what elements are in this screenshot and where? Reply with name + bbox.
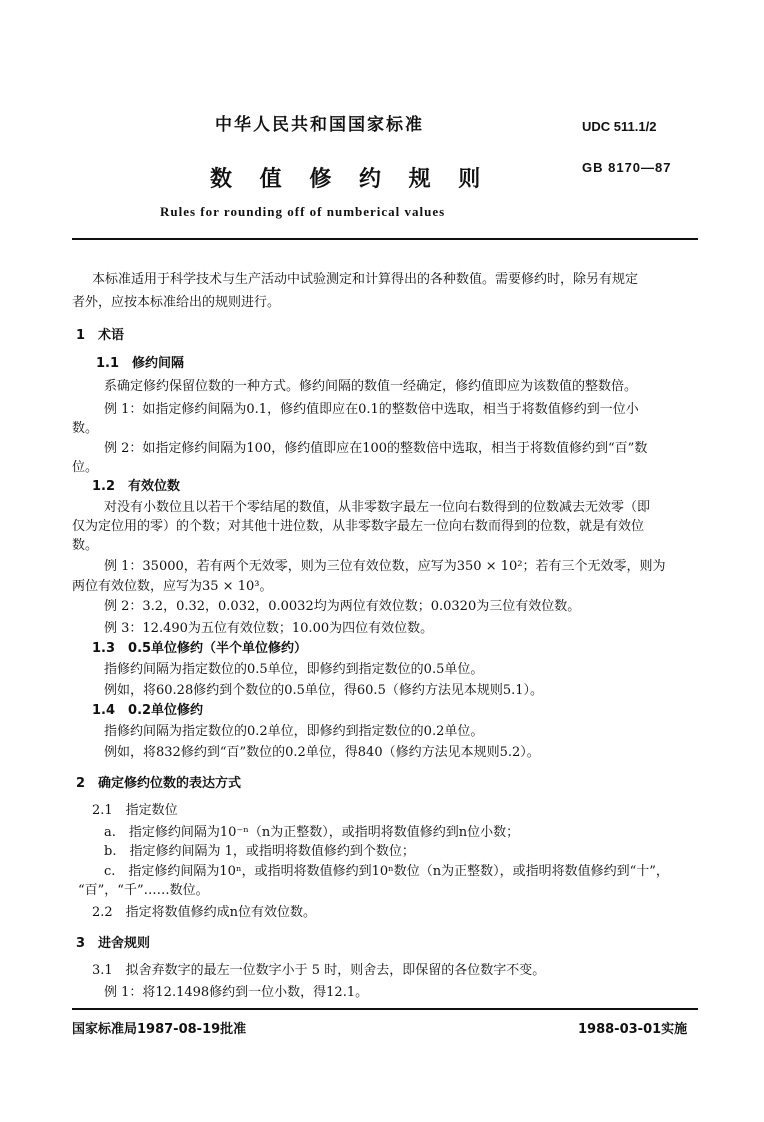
paragraph-line: 仅为定位用的零）的个数；对其他十进位数，从非零数字最左一位向右数而得到的位数，就是有效位 — [72, 519, 645, 534]
subsection-heading: 1.1 修约间隔 — [96, 356, 185, 371]
list-item: “百”，“千”……数位。 — [78, 883, 209, 898]
example-line: 例 2：3.2，0.32，0.032，0.0032均为两位有效位数；0.0320为三位有效位数。 — [104, 599, 581, 614]
paragraph-line: 例如，将832修约到“百”数位的0.2单位，得840（修约方法见本规则5.2）。 — [104, 745, 540, 760]
paragraph-line: 对没有小数位且以若干个零结尾的数值，从非零数字最左一位向右数得到的位数减去无效零（即 — [104, 500, 651, 515]
english-subtitle: Rules for rounding off of numberical values — [160, 204, 446, 219]
subsection-heading: 1.3 0.5单位修约（半个单位修约） — [92, 641, 308, 656]
example-line: 两位有效位数，应写为35 × 10³。 — [72, 579, 273, 594]
gb-number: GB 8170—87 — [582, 160, 672, 175]
subsection-heading: 1.2 有效位数 — [92, 479, 181, 494]
paragraph-line: 3.1 拟舍弃数字的最左一位数字小于 5 时，则舍去，即保留的各位数字不变。 — [92, 963, 546, 978]
approval-date: 国家标准局1987-08-19批准 — [72, 1022, 247, 1037]
intro-line: 者外，应按本标准给出的规则进行。 — [72, 295, 281, 310]
list-item: a. 指定修约间隔为10⁻ⁿ（n为正整数），或指明将数值修约到n位小数； — [104, 825, 520, 840]
paragraph-line: 系确定修约保留位数的一种方式。修约间隔的数值一经确定，修约值即应为该数值的整数倍。 — [104, 379, 638, 394]
paragraph-line: 指修约间隔为指定数位的0.2单位，即修约到指定数位的0.2单位。 — [104, 724, 484, 739]
standard-org-title: 中华人民共和国国家标准 — [215, 115, 424, 135]
paragraph-line: 例如，将60.28修约到个数位的0.5单位，得60.5（修约方法见本规则5.1）。 — [104, 683, 544, 698]
subsection-heading: 2.1 指定数位 — [92, 803, 178, 818]
subsection-heading: 2.2 指定将数值修约成n位有效位数。 — [92, 905, 317, 920]
subsection-heading: 1.4 0.2单位修约 — [92, 703, 204, 718]
paragraph-line: 指修约间隔为指定数位的0.5单位，即修约到指定数位的0.5单位。 — [104, 662, 484, 677]
example-line: 数。 — [72, 421, 99, 436]
top-divider — [72, 238, 698, 240]
example-line: 例 1：如指定修约间隔为0.1，修约值即应在0.1的整数倍中选取，相当于将数值修约到一位小 — [104, 402, 639, 417]
intro-line: 本标准适用于科学技术与生产活动中试验测定和计算得出的各种数值。需要修约时，除另有规定 — [92, 272, 639, 287]
paragraph-line: 数。 — [72, 538, 99, 553]
example-line: 例 3：12.490为五位有效位数；10.00为四位有效位数。 — [104, 621, 434, 636]
section-heading: 2 确定修约位数的表达方式 — [76, 776, 242, 791]
example-line: 位。 — [72, 460, 99, 475]
udc-code: UDC 511.1/2 — [582, 119, 657, 134]
list-item: c. 指定修约间隔为10ⁿ，或指明将数值修约到10ⁿ数位（n为正整数），或指明将数值修约到“十”， — [104, 864, 669, 879]
list-item: b. 指定修约间隔为 1，或指明将数值修约到个数位； — [104, 844, 415, 859]
example-line: 例 1：35000，若有两个无效零，则为三位有效位数，应写为350 × 10²；若有三个无效零，则为 — [104, 559, 666, 574]
example-line: 例 2：如指定修约间隔为100，修约值即应在100的整数倍中选取，相当于将数值修约到“百”数 — [104, 441, 648, 456]
page-title: 数 值 修 约 规 则 — [210, 167, 491, 192]
section-heading: 3 进舍规则 — [76, 936, 151, 951]
bottom-divider — [72, 1008, 698, 1010]
section-heading: 1 术语 — [76, 328, 125, 343]
example-line: 例 1：将12.1498修约到一位小数，得12.1。 — [104, 985, 369, 1000]
effective-date: 1988-03-01实施 — [578, 1022, 688, 1037]
